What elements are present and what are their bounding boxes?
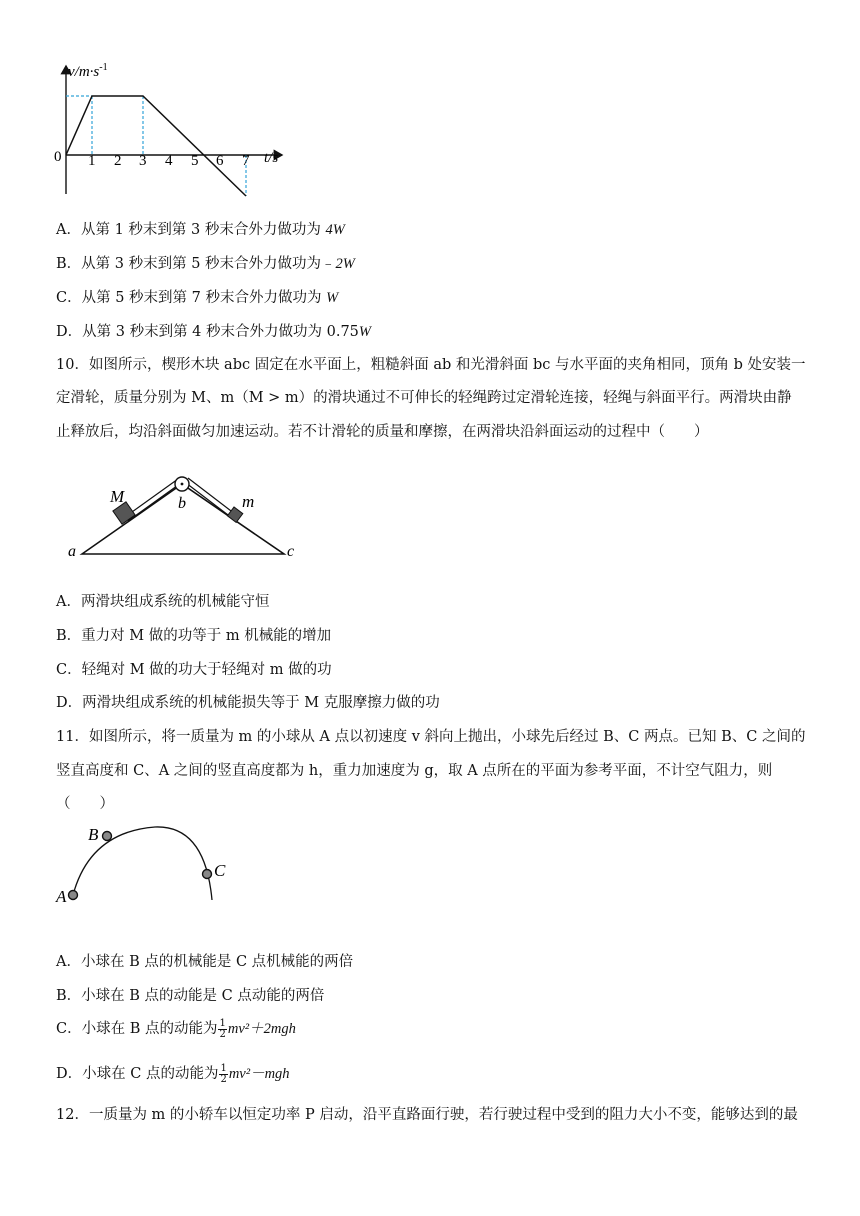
q10-option-d: D．两滑块组成系统的机械能损失等于 M 克服摩擦力做的功 [56, 695, 440, 711]
tick-4: 4 [165, 153, 173, 169]
q9-option-b: B．从第 3 秒末到第 5 秒末合外力做功为﹣2W [56, 256, 355, 272]
q10-stem-line2: 定滑轮，质量分别为 M、m（M > m）的滑块通过不可伸长的轻绳跨过定滑轮连接，轻绳与斜面平行。两滑块由静 [56, 390, 792, 406]
label-m: m [242, 492, 255, 511]
q12-stem-line1: 12．一质量为 m 的小轿车以恒定功率 P 启动，沿平直路面行驶，若行驶过程中受到的阻力大小不变，能够达到的最 [56, 1107, 798, 1123]
fraction-half: $\frac{1}{2}$ [220, 1062, 227, 1085]
q11-stem-line2: 竖直高度和 C、A 之间的竖直高度都为 h，重力加速度为 g，取 A 点所在的平面为参考平面，不计空气阻力，则 [56, 763, 773, 779]
y-axis-label: $v/m\cdot s^{-1}$ [68, 62, 108, 80]
q11-option-c: C．小球在 B 点的动能为 $\frac{1}{2}$ mv²＋2mgh [56, 1017, 296, 1040]
label-A: A [56, 887, 67, 906]
ball-C [203, 870, 212, 879]
q11-stem-line1: 11．如图所示，将一质量为 m 的小球从 A 点以初速度 v 斜向上抛出，小球先后经过 B、C 两点。已知 B、C 之间的 [56, 729, 806, 745]
x-axis-label: t/s [264, 150, 279, 166]
q11-option-d: D．小球在 C 点的动能为 $\frac{1}{2}$ mv²－mgh [56, 1062, 290, 1085]
q10-option-a: A．两滑块组成系统的机械能守恒 [56, 594, 270, 610]
label-B: B [88, 825, 99, 844]
q10-option-b: B．重力对 M 做的功等于 m 机械能的增加 [56, 628, 332, 644]
label-b: b [178, 495, 186, 512]
q10-option-c: C．轻绳对 M 做的功大于轻绳对 m 做的功 [56, 662, 332, 678]
origin-label: 0 [54, 149, 62, 165]
label-M: M [110, 487, 125, 506]
label-C: C [214, 861, 226, 880]
tick-1: 1 [88, 153, 96, 169]
vt-curve [66, 96, 246, 196]
q9-option-a: A．从第 1 秒末到第 3 秒末合外力做功为 4W [56, 222, 345, 238]
tick-3: 3 [139, 153, 147, 169]
tick-2: 2 [114, 153, 122, 169]
label-a: a [68, 543, 76, 560]
q9-option-c: C．从第 5 秒末到第 7 秒末合外力做功为 W [56, 290, 339, 306]
q11-option-a: A．小球在 B 点的机械能是 C 点机械能的两倍 [56, 954, 354, 970]
ball-B [103, 832, 112, 841]
q9-option-d: D．从第 3 秒末到第 4 秒末合外力做功为 0.75W [56, 324, 371, 340]
tick-7: 7 [242, 153, 250, 169]
tick-6: 6 [216, 153, 224, 169]
fraction-half: $\frac{1}{2}$ [219, 1017, 226, 1040]
tick-5: 5 [191, 153, 199, 169]
projectile-arc-figure [50, 820, 240, 908]
q10-stem-line3: 止释放后，均沿斜面做匀加速运动。若不计滑轮的质量和摩擦，在两滑块沿斜面运动的过程中（ ） [56, 424, 709, 440]
q10-stem-line1: 10．如图所示，楔形木块 abc 固定在水平面上，粗糙斜面 ab 和光滑斜面 bc 与水平面的夹角相同，顶角 b 处安装一 [56, 357, 806, 373]
velocity-time-graph [52, 58, 292, 200]
label-c: c [287, 543, 295, 560]
q11-stem-line3: （ ） [56, 796, 114, 812]
q11-option-b: B．小球在 B 点的动能是 C 点动能的两倍 [56, 988, 325, 1004]
wedge-pulley-figure [60, 468, 310, 564]
ball-A [69, 891, 78, 900]
